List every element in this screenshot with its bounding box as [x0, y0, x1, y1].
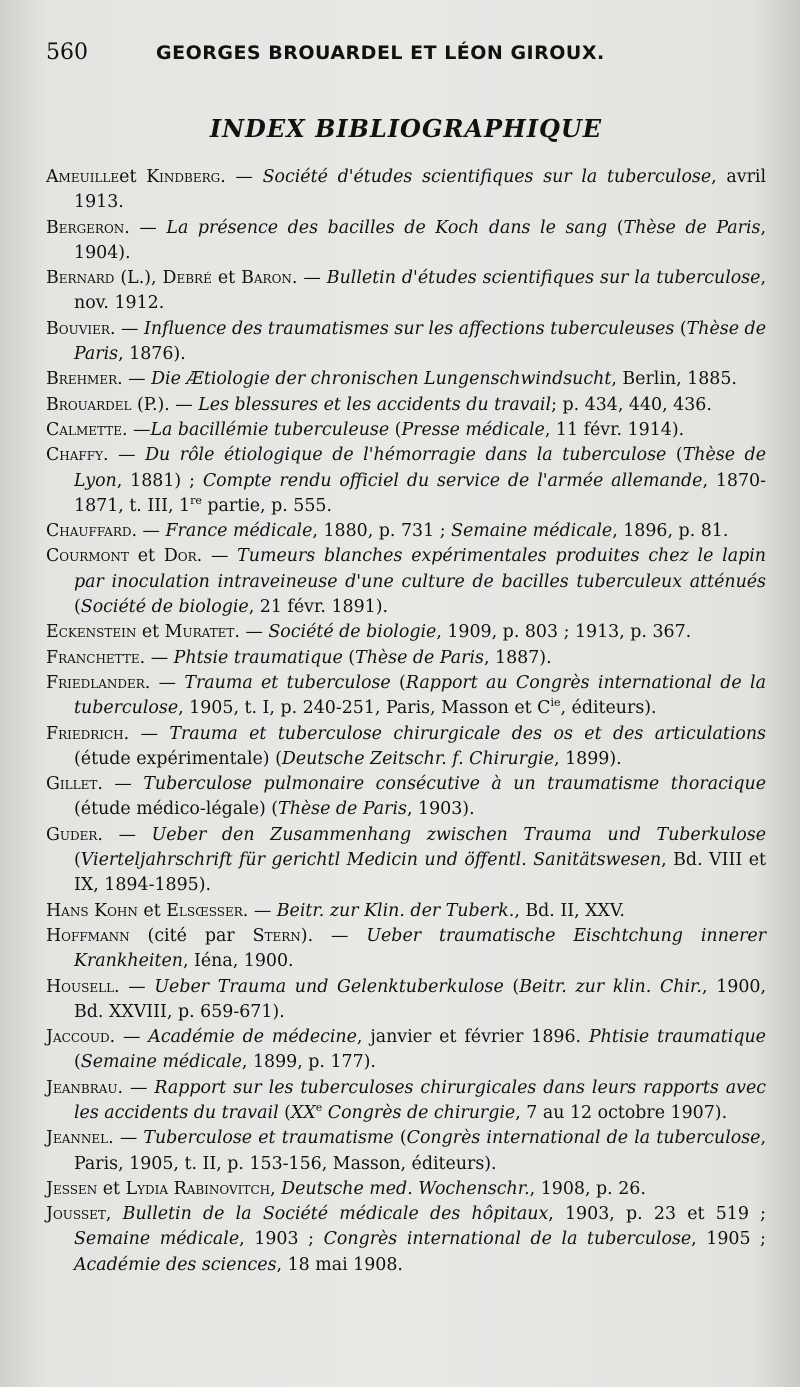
work-title: Bulletin d'études scientifiques sur la tuberculose: [326, 268, 761, 289]
entry-text: et: [136, 622, 165, 643]
entry-text: (: [74, 597, 81, 618]
entry-text: ; p. 434, 440, 436.: [551, 394, 712, 415]
bibliography-entry: [46, 772, 766, 823]
work-title: Influence des traumatismes sur les affections tuberculeuses: [144, 318, 675, 339]
entry-text: , 1881) ;: [116, 470, 203, 491]
entry-text: et: [211, 268, 242, 289]
work-title: Vierteljahrschrift für gerichtl Medicin und öffentl. Sanitätswesen: [80, 850, 662, 871]
entry-text: . —: [109, 318, 145, 339]
bibliography-entry: [46, 722, 766, 773]
author-name: Calmette: [46, 419, 122, 440]
work-title: Tumeurs blanches expérimentales produites chez le lapin par inoculation intraveineuse d'une culture de bacilles tuberculeux atténués: [74, 546, 766, 592]
entry-text: , éditeurs).: [560, 698, 657, 719]
entry-text: (: [74, 850, 81, 871]
work-title: Semaine médicale: [74, 1229, 240, 1250]
work-title: Phtsie traumatique: [173, 647, 343, 668]
work-title: Thèse de Paris: [74, 318, 766, 365]
entry-text: . —: [291, 268, 327, 289]
entry-text: , 1909, p. 803 ; 1913, p. 367.: [436, 622, 692, 643]
entry-text: (L.),: [114, 268, 163, 289]
entry-text: (: [389, 419, 402, 440]
author-name: Baron: [241, 268, 292, 289]
work-title: Ueber Trauma und Gelenktuberkulose: [154, 976, 504, 997]
entry-text: et: [128, 546, 164, 567]
author-name: Bergeron: [46, 217, 125, 238]
work-title: Tuberculose et traumatisme: [143, 1128, 394, 1149]
work-title: Les blessures et les accidents du travail: [198, 394, 552, 415]
entry-text: , 1899, p. 177).: [241, 1052, 376, 1073]
author-name: Stern: [252, 925, 301, 946]
author-name: Jeannel: [46, 1128, 109, 1149]
work-title: Thèse de Paris: [623, 217, 761, 238]
entry-text: , 1903, p. 23 et 519 ;: [548, 1204, 766, 1225]
author-name: Jaccoud: [46, 1027, 110, 1048]
entry-text: (: [390, 672, 406, 693]
bibliography-entry: [46, 443, 766, 519]
entry-text: , 18 mai 1908.: [276, 1254, 403, 1275]
bibliography-entry: [46, 317, 766, 368]
work-title: Rapport au Congrès international de la tuberculose: [74, 672, 766, 719]
author-name: Brouardel: [46, 394, 132, 415]
entry-text: (: [503, 976, 520, 997]
work-title: Semaine médicale: [80, 1052, 242, 1073]
bibliography-entry: [46, 544, 766, 620]
work-title: Thèse de Paris: [278, 799, 407, 820]
bibliography-entry: [46, 1126, 766, 1177]
entry-text: . —: [121, 419, 151, 440]
entry-text: (: [342, 647, 356, 668]
entry-text: , 1870-1871, t. III, 1: [74, 470, 767, 516]
work-title: Société de biologie: [268, 622, 437, 643]
author-name: Bernard: [46, 268, 115, 289]
entry-text: (étude expérimentale) (: [74, 748, 282, 769]
work-title: Die Ætiologie der chronischen Lungenschwindsucht: [151, 369, 612, 390]
author-name: Hans Kohn: [46, 900, 138, 921]
entry-text: , 11 févr. 1914).: [544, 419, 685, 440]
entry-text: , 1899).: [554, 748, 622, 769]
entry-text: . —: [97, 774, 144, 795]
entry-text: . —: [234, 622, 269, 643]
entry-text: , Paris, 1905, t. II, p. 153-156, Masson, éditeurs).: [74, 1128, 766, 1174]
author-name: Ameuille: [46, 167, 120, 187]
bibliography-entry: [46, 924, 766, 975]
entry-text: . —: [196, 546, 238, 567]
work-title: La bacillémie tuberculeuse: [150, 419, 390, 440]
entry-text: , Bd. II, XXV.: [514, 900, 625, 921]
entry-text: (: [393, 1128, 407, 1149]
entry-text: , 7 au 12 octobre 1907).: [515, 1102, 728, 1123]
work-title: Beitr. zur klin. Chir.: [519, 976, 702, 997]
entry-text: (: [278, 1102, 291, 1123]
entry-text: . —: [108, 1128, 144, 1149]
entry-text: . —: [124, 217, 167, 238]
bibliography-entry: [46, 519, 766, 544]
bibliography-entry: [46, 1177, 766, 1202]
entry-text: , 1903).: [406, 799, 475, 820]
author-name: Chauffard: [46, 521, 132, 542]
author-name: Housell: [46, 976, 115, 997]
bibliography-entry: [46, 393, 766, 418]
work-title: Tuberculose pulmonaire consécutive à un traumatisme thoracique: [143, 774, 766, 795]
work-title: Semaine médicale: [451, 521, 613, 542]
entry-text: . —: [220, 167, 263, 187]
superscript: e: [315, 1101, 323, 1115]
entry-text: , 1908, p. 26.: [529, 1178, 646, 1199]
entry-text: (P.). —: [131, 394, 199, 415]
entry-text: (: [607, 217, 624, 238]
work-title: Société d'études scientifiques sur la tuberculose: [262, 167, 712, 187]
work-title: Congrès de chirurgie: [322, 1102, 516, 1123]
work-title: Académie des sciences: [74, 1254, 277, 1275]
entry-text: , 1876).: [118, 344, 186, 365]
work-title: XX: [290, 1102, 316, 1123]
entry-text: , 1887).: [483, 647, 552, 668]
section-title: INDEX BIBLIOGRAPHIQUE: [209, 114, 603, 143]
entry-text: . —: [144, 672, 185, 693]
bibliography-entry: [46, 671, 766, 722]
work-title: Société de biologie: [80, 597, 249, 618]
entry-text: , Berlin, 1885.: [611, 369, 737, 390]
entry-text: (: [666, 445, 683, 466]
bibliography-entry: [46, 1076, 766, 1127]
work-title: La présence des bacilles de Koch dans le sang: [166, 217, 608, 238]
bibliography-entry: [46, 165, 766, 216]
entry-text: ,: [270, 1178, 282, 1199]
entry-text: (: [74, 1052, 81, 1073]
entry-text: , 1905 ;: [691, 1229, 767, 1250]
work-title: Du rôle étiologique de l'hémorragie dans la tuberculose: [145, 445, 667, 466]
entry-text: et: [97, 1178, 126, 1199]
work-title: Académie de médecine: [148, 1027, 357, 1048]
work-title: France médicale: [165, 521, 313, 542]
entry-text: , 21 févr. 1891).: [248, 597, 389, 618]
bibliography-entry: [46, 266, 766, 317]
author-name: Courmont: [46, 546, 129, 567]
author-name: Guder: [46, 824, 98, 845]
entry-text: , avril 1913.: [74, 167, 767, 213]
author-name: Gillet: [46, 774, 98, 795]
work-title: Deutsche Zeitschr. f. Chirurgie: [281, 748, 555, 769]
entry-text: , 1896, p. 81.: [612, 521, 729, 542]
entry-text: . —: [103, 445, 146, 466]
work-title: Presse médicale: [401, 419, 545, 440]
author-name: Chaffy: [46, 445, 104, 466]
bibliography-entry: [46, 646, 766, 671]
entry-text: , 1880, p. 731 ;: [312, 521, 452, 542]
entry-text: . —: [123, 723, 170, 744]
bibliography-entry: [46, 620, 766, 645]
entry-text: et: [137, 900, 167, 921]
entry-text: , nov. 1912.: [74, 268, 766, 314]
author-name: Dor: [163, 546, 197, 567]
entry-text: , Bd. VIII et IX, 1894-1895).: [74, 850, 766, 896]
entry-text: (: [674, 318, 687, 339]
work-title: Congrès international de la tuberculose: [406, 1128, 761, 1149]
author-name: Jeanbrau: [46, 1077, 118, 1098]
entry-text: , 1905, t. I, p. 240-251, Paris, Masson et C: [178, 698, 551, 719]
entry-text: , Iéna, 1900.: [182, 951, 294, 972]
entry-text: . —: [139, 647, 174, 668]
work-title: Compte rendu officiel du service de l'armée allemande: [202, 470, 703, 491]
bibliography-entry: [46, 823, 766, 899]
work-title: Rapport sur les tuberculoses chirurgicales dans leurs rapports avec les accidents du travail: [74, 1077, 766, 1123]
running-head: [46, 40, 766, 80]
author-name: Eckenstein: [46, 622, 137, 643]
author-name: Friedlander: [46, 672, 145, 693]
page-number: 560: [46, 40, 88, 65]
entry-text: , 1904).: [74, 217, 766, 263]
work-title: Thèse de Lyon: [74, 445, 766, 491]
author-name: Debré: [162, 268, 212, 289]
author-name: Friedrich: [46, 723, 124, 744]
entry-text: , 1903 ;: [239, 1229, 324, 1250]
entry-text: . —: [242, 900, 277, 921]
bibliography-entry: [46, 216, 766, 267]
work-title: Trauma et tuberculose chirurgicale des os et des articulations: [169, 723, 766, 744]
author-name: Brehmer: [46, 369, 118, 390]
work-title: Ueber traumatische Eischtchung innerer Krankheiten: [74, 925, 767, 972]
running-title: GEORGES BROUARDEL ET LÉON GIROUX.: [156, 42, 605, 64]
author-name: Muratet: [164, 622, 235, 643]
work-title: Deutsche med. Wochenschr.: [281, 1178, 530, 1199]
work-title: Trauma et tuberculose: [184, 672, 391, 693]
entry-text: ). —: [300, 925, 367, 946]
entry-text: . —: [114, 976, 155, 997]
author-name: Bouvier: [46, 318, 110, 339]
work-title: Thèse de Paris: [355, 647, 484, 668]
entry-text: , janvier et février 1896.: [356, 1027, 589, 1048]
work-title: Bulletin de la Société médicale des hôpitaux: [122, 1204, 549, 1225]
bibliography-entry: [46, 1202, 766, 1278]
bibliography-entry: [46, 975, 766, 1026]
author-name: Jessen: [46, 1178, 98, 1199]
author-name: Lydia Rabinovitch: [125, 1178, 271, 1199]
work-title: Ueber den Zusammenhang zwischen Trauma und Tuberkulose: [151, 824, 766, 845]
author-name: Elsœsser: [166, 900, 243, 921]
bibliography-list: [46, 165, 766, 1278]
bibliography-entry: [46, 418, 766, 443]
entry-text: et: [119, 167, 147, 187]
author-name: Hoffmann: [46, 925, 130, 946]
work-title: Congrès international de la tuberculose: [323, 1229, 692, 1250]
author-name: Jousset: [46, 1204, 106, 1225]
entry-text: (étude médico-légale) (: [74, 799, 279, 820]
entry-text: . —: [97, 824, 152, 845]
superscript: ie: [550, 696, 561, 710]
entry-text: , 1900, Bd. XXVIII, p. 659-671).: [74, 976, 766, 1022]
bibliography-entry: [46, 1025, 766, 1076]
entry-text: . —: [131, 521, 166, 542]
bibliography-entry: [46, 899, 766, 924]
entry-text: . —: [109, 1027, 149, 1048]
entry-text: (cité par: [129, 925, 253, 946]
entry-text: . —: [117, 1077, 155, 1098]
superscript: re: [190, 494, 202, 508]
author-name: Kindberg: [146, 167, 221, 187]
work-title: Beitr. zur Klin. der Tuberk.: [276, 900, 515, 921]
author-name: Franchette: [46, 647, 140, 668]
bibliography-entry: [46, 367, 766, 392]
work-title: Phtisie traumatique: [588, 1027, 766, 1048]
entry-text: . —: [117, 369, 152, 390]
entry-text: partie, p. 555.: [201, 495, 333, 516]
entry-text: ,: [105, 1204, 123, 1225]
